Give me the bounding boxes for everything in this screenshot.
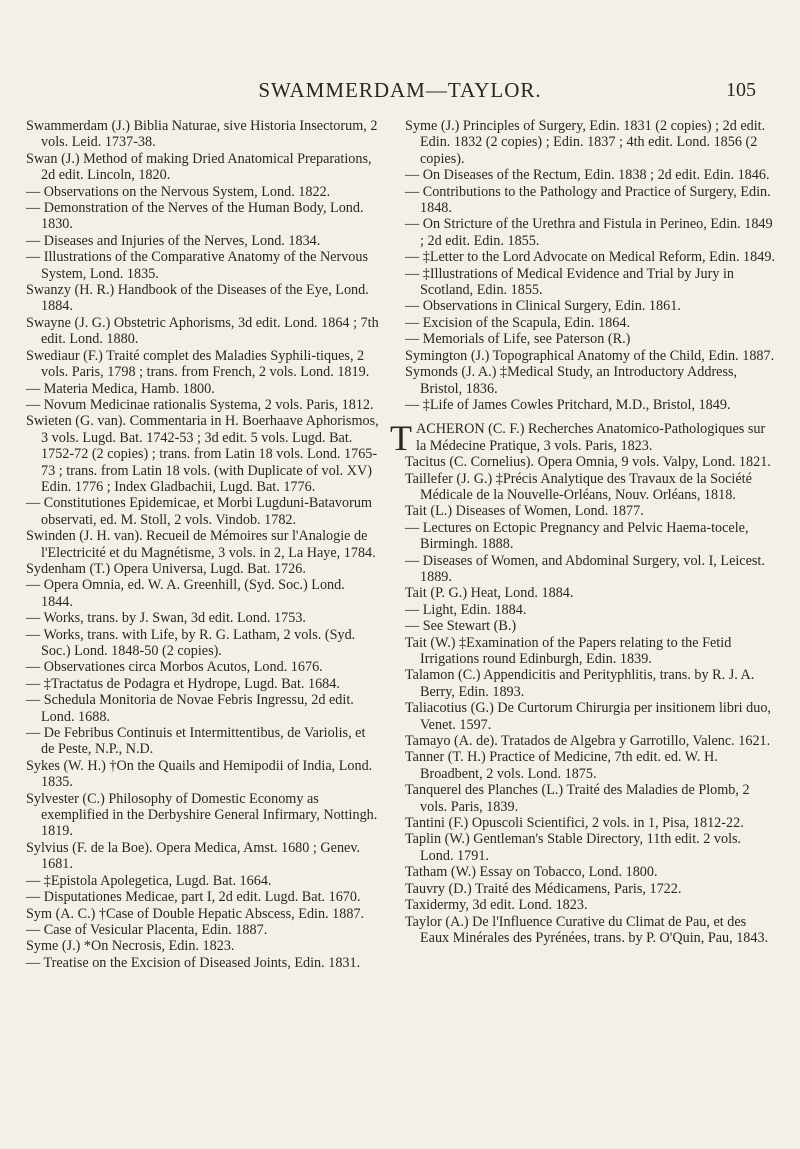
catalogue-entry: — Lectures on Ectopic Pregnancy and Pelvic Haema-tocele, Birmingh. 1888. xyxy=(405,519,749,553)
catalogue-entry: Tait (W.) ‡Examination of the Papers relating to the Fetid Irrigations round Edinburgh, Edin. 1839. xyxy=(405,634,732,667)
catalogue-entry: — Memorials of Life, see Paterson (R.) xyxy=(405,331,631,348)
catalogue-entry: Taliacotius (G.) De Curtorum Chirurgia per insitionem libri duo, Venet. 1597. xyxy=(405,700,771,733)
catalogue-entry: Tacitus (C. Cornelius). Opera Omnia, 9 vols. Valpy, Lond. 1821. xyxy=(405,454,771,471)
catalogue-entry: Taplin (W.) Gentleman's Stable Directory, 11th edit. 2 vols. Lond. 1791. xyxy=(405,831,742,864)
catalogue-entry: Symonds (J. A.) ‡Medical Study, an Introductory Address, Bristol, 1836. xyxy=(405,364,738,397)
catalogue-entry: Syme (J.) *On Necrosis, Edin. 1823. xyxy=(26,938,235,955)
catalogue-entry: Taillefer (J. G.) ‡Précis Analytique des Travaux de la Société Médicale de la Nouvelle-Orléans, Nouv. Orléans, 1818. xyxy=(405,470,752,503)
catalogue-entry: Sydenham (T.) Opera Universa, Lugd. Bat. 1726. xyxy=(26,560,306,577)
left-column xyxy=(26,118,380,971)
catalogue-entry: — Disputationes Medicae, part I, 2d edit. Lugd. Bat. 1670. xyxy=(26,889,361,906)
catalogue-entry: — On Stricture of the Urethra and Fistula in Perineo, Edin. 1849 ; 2d edit. Edin. 1855. xyxy=(405,216,773,249)
catalogue-entry: Swammerdam (J.) Biblia Naturae, sive Historia Insectorum, 2 vols. Leid. 1737-38. xyxy=(26,118,378,151)
catalogue-entry: Tamayo (A. de). Tratados de Algebra y Garrotillo, Valenc. 1621. xyxy=(405,733,771,750)
catalogue-entry: — ‡Letter to the Lord Advocate on Medical Reform, Edin. 1849. xyxy=(405,249,775,266)
catalogue-entry: Tanner (T. H.) Practice of Medicine, 7th edit. ed. W. H. Broadbent, 2 vols. Lond. 1875. xyxy=(405,749,718,782)
catalogue-entry: Sykes (W. H.) †On the Quails and Hemipodii of India, Lond. 1835. xyxy=(26,757,373,791)
catalogue-entry: Swayne (J. G.) Obstetric Aphorisms, 3d edit. Lond. 1864 ; 7th edit. Lond. 1880. xyxy=(26,314,379,348)
catalogue-entry: Taylor (A.) De l'Influence Curative du Climat de Pau, et des Eaux Minérales des Pyrénées, trans. by P. O'Quin, Pau, 1843. xyxy=(405,913,769,946)
catalogue-entry: — Excision of the Scapula, Edin. 1864. xyxy=(405,314,630,331)
catalogue-entry: Swan (J.) Method of making Dried Anatomical Preparations, 2d edit. Lincoln, 1820. xyxy=(26,150,372,184)
running-title: SWAMMERDAM—TAYLOR. xyxy=(258,78,542,102)
catalogue-entry: Tait (L.) Diseases of Women, Lond. 1877. xyxy=(405,503,644,520)
catalogue-entry: — Schedula Monitoria de Novae Febris Ingressu, 2d edit. Lond. 1688. xyxy=(26,692,354,725)
catalogue-entry: — De Febribus Continuis et Intermittentibus, de Variolis, et de Peste, N.P., N.D. xyxy=(26,725,366,758)
catalogue-entry: Swanzy (H. R.) Handbook of the Diseases of the Eye, Lond. 1884. xyxy=(26,282,369,315)
catalogue-entry: — Treatise on the Excision of Diseased Joints, Edin. 1831. xyxy=(26,954,361,971)
page-number: 105 xyxy=(726,79,756,101)
catalogue-entry: Sylvester (C.) Philosophy of Domestic Economy as exemplified in the Derbyshire General Infirmary, Nottingh. 1819. xyxy=(26,790,378,840)
catalogue-entry: — Constitutiones Epidemicae, et Morbi Lugduni-Batavorum observati, ed. M. Stoll, 2 vols. Vindob. 1782. xyxy=(26,495,372,528)
catalogue-entry: Sym (A. C.) †Case of Double Hepatic Abscess, Edin. 1887. xyxy=(26,905,365,922)
catalogue-entry: Taxidermy, 3d edit. Lond. 1823. xyxy=(405,897,588,914)
catalogue-entry: — Novum Medicinae rationalis Systema, 2 vols. Paris, 1812. xyxy=(26,396,374,413)
catalogue-entry: — Materia Medica, Hamb. 1800. xyxy=(26,380,215,397)
catalogue-entry: Syme (J.) Principles of Surgery, Edin. 1831 (2 copies) ; 2d edit. Edin. 1832 (2 copies) ; Edin. 1837 ; 4th edit. Lond. 1856 (2 copies). xyxy=(405,118,766,167)
catalogue-entry: — Case of Vesicular Placenta, Edin. 1887. xyxy=(26,921,268,938)
catalogue-entry: — ‡Tractatus de Podagra et Hydrope, Lugd. Bat. 1684. xyxy=(26,675,340,692)
catalogue-entry: — Observations in Clinical Surgery, Edin. 1861. xyxy=(405,298,681,315)
catalogue-entry: — Contributions to the Pathology and Practice of Surgery, Edin. 1848. xyxy=(405,183,771,217)
catalogue-entry: Sylvius (F. de la Boe). Opera Medica, Amst. 1680 ; Genev. 1681. xyxy=(26,839,361,873)
catalogue-entry: — ‡Life of James Cowles Pritchard, M.D., Bristol, 1849. xyxy=(405,396,731,413)
dropcap-letter: T xyxy=(390,418,412,459)
catalogue-entry: — Observations on the Nervous System, Lond. 1822. xyxy=(26,183,331,200)
catalogue-entry: — Works, trans. by J. Swan, 3d edit. Lond. 1753. xyxy=(26,610,306,627)
catalogue-entry: Talamon (C.) Appendicitis and Perityphlitis, trans. by R. J. A. Berry, Edin. 1893. xyxy=(405,667,755,700)
catalogue-entry: — Opera Omnia, ed. W. A. Greenhill, (Syd. Soc.) Lond. 1844. xyxy=(26,577,345,610)
catalogue-entry: — Works, trans. with Life, by R. G. Latham, 2 vols. (Syd. Soc.) Lond. 1848-50 (2 copies). xyxy=(26,626,356,659)
section-t-first-entry xyxy=(390,418,777,459)
catalogue-entry: — Diseases of Women, and Abdominal Surgery, vol. I, Leicest. 1889. xyxy=(405,552,765,585)
catalogue-entry: — On Diseases of the Rectum, Edin. 1838 ; 2d edit. Edin. 1846. xyxy=(405,167,770,184)
catalogue-entry: — Diseases and Injuries of the Nerves, Lond. 1834. xyxy=(26,232,321,249)
catalogue-entry: — Observationes circa Morbos Acutos, Lond. 1676. xyxy=(26,659,323,676)
catalogue-entry: Tanquerel des Planches (L.) Traité des Maladies de Plomb, 2 vols. Paris, 1839. xyxy=(405,782,750,815)
catalogue-entry: Swieten (G. van). Commentaria in H. Boerhaave Aphorismos, 3 vols. Lugd. Bat. 1742-53 ; 3d edit. 5 vols. Lugd. Bat. 1752-72 (2 copies) ; trans. from Latin 18 vols. Lond. 1765-73 ; trans. from Latin 18 vols. (with Duplicate of vol. XV) Edin. 1776 ; Index Gladbachii, Lugd. Bat. 1776. xyxy=(26,413,379,495)
catalogue-entry: — Light, Edin. 1884. xyxy=(405,601,527,618)
catalogue-entry: — Illustrations of the Comparative Anatomy of the Nervous System, Lond. 1835. xyxy=(26,249,369,282)
catalogue-entry: Symington (J.) Topographical Anatomy of the Child, Edin. 1887. xyxy=(405,347,775,364)
running-head xyxy=(0,78,800,106)
catalogue-entry: — Demonstration of the Nerves of the Human Body, Lond. 1830. xyxy=(26,200,364,233)
catalogue-entry: Tantini (F.) Opuscoli Scientifici, 2 vols. in 1, Pisa, 1812-22. xyxy=(405,815,744,832)
catalogue-entry: — ‡Illustrations of Medical Evidence and Trial by Jury in Scotland, Edin. 1855. xyxy=(405,265,735,299)
catalogue-entry: — See Stewart (B.) xyxy=(405,618,517,635)
catalogue-entry: Swinden (J. H. van). Recueil de Mémoires sur l'Analogie de l'Electricité et du Magnétisme, 3 vols. in 2, La Haye, 1784. xyxy=(26,528,376,561)
right-column xyxy=(390,118,777,946)
catalogue-entry: Tatham (W.) Essay on Tobacco, Lond. 1800. xyxy=(405,864,658,881)
catalogue-entry: Tait (P. G.) Heat, Lond. 1884. xyxy=(405,585,574,602)
catalogue-entry: Swediaur (F.) Traité complet des Maladies Syphili-tiques, 2 vols. Paris, 1798 ; trans. from French, 2 vols. Lond. 1819. xyxy=(26,347,370,381)
catalogue-entry: Tauvry (D.) Traité des Médicamens, Paris, 1722. xyxy=(405,880,682,897)
catalogue-entry-text: ACHERON (C. F.) Recherches Anatomico-Pathologiques sur la Médecine Pratique, 3 vols. Paris, 1823. xyxy=(416,421,766,454)
catalogue-entry: — ‡Epistola Apolegetica, Lugd. Bat. 1664. xyxy=(26,872,272,889)
